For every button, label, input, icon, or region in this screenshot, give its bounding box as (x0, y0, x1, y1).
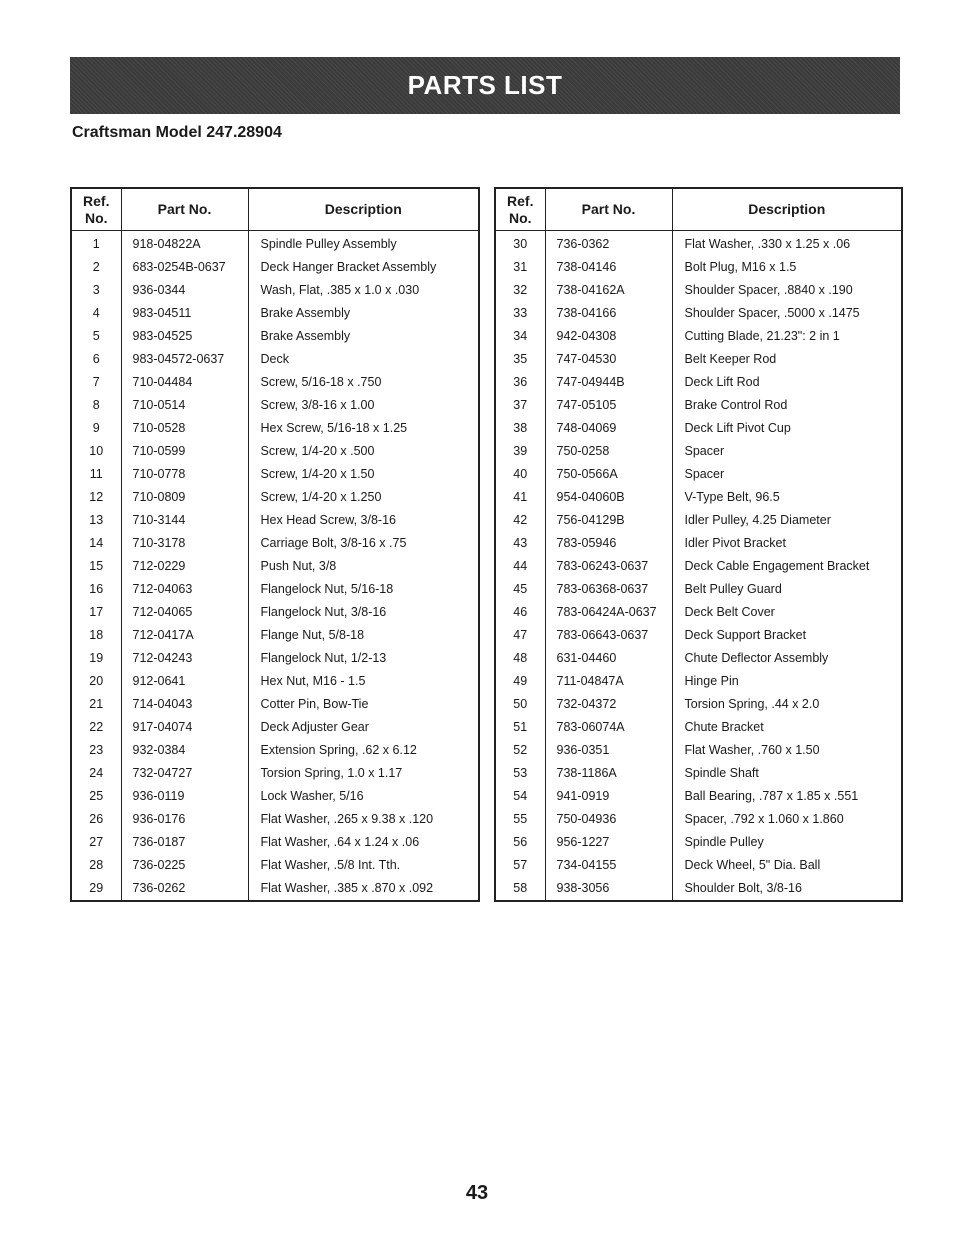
ref-cell: 57 (495, 854, 545, 877)
part-no-cell: 710-0599 (121, 440, 248, 463)
parts-table-left-body (71, 231, 479, 902)
ref-cell: 13 (71, 509, 121, 532)
ref-cell: 11 (71, 463, 121, 486)
table-row (71, 463, 479, 486)
description-cell: Extension Spring, .62 x 6.12 (260, 743, 417, 757)
ref-cell: 8 (71, 394, 121, 417)
table-row (495, 670, 902, 693)
page-number: 43 (465, 1182, 489, 1204)
ref-cell: 52 (495, 739, 545, 762)
ref-cell: 4 (71, 302, 121, 325)
table-row (71, 302, 479, 325)
table-row (71, 231, 479, 257)
table-row (71, 578, 479, 601)
ref-cell: 27 (71, 831, 121, 854)
ref-cell: 7 (71, 371, 121, 394)
ref-cell: 46 (495, 601, 545, 624)
description-cell: Flat Washer, .5/8 Int. Tth. (260, 858, 401, 872)
table-row (495, 762, 902, 785)
ref-cell: 24 (71, 762, 121, 785)
part-no-cell: 712-0229 (121, 555, 248, 578)
part-no-cell: 710-0528 (121, 417, 248, 440)
table-row (495, 463, 902, 486)
table-row (495, 325, 902, 348)
part-no-cell: 710-04484 (121, 371, 248, 394)
table-row (71, 417, 479, 440)
table-row (71, 279, 479, 302)
part-no-cell: 631-04460 (545, 647, 672, 670)
description-cell: Shoulder Spacer, .5000 x .1475 (684, 306, 860, 320)
table-row (71, 371, 479, 394)
ref-cell: 5 (71, 325, 121, 348)
part-no-cell: 732-04372 (545, 693, 672, 716)
ref-cell: 47 (495, 624, 545, 647)
ref-cell: 22 (71, 716, 121, 739)
part-no-cell: 918-04822A (121, 231, 248, 257)
ref-cell: 19 (71, 647, 121, 670)
part-no-cell: 983-04525 (121, 325, 248, 348)
table-header-row (495, 188, 902, 231)
ref-cell: 54 (495, 785, 545, 808)
ref-cell: 6 (71, 348, 121, 371)
part-no-cell: 942-04308 (545, 325, 672, 348)
ref-cell: 15 (71, 555, 121, 578)
table-row (495, 785, 902, 808)
ref-cell: 18 (71, 624, 121, 647)
ref-cell: 28 (71, 854, 121, 877)
ref-cell: 40 (495, 463, 545, 486)
table-row (495, 440, 902, 463)
ref-cell: 30 (495, 231, 545, 257)
description-cell: Spacer, .792 x 1.060 x 1.860 (684, 812, 844, 826)
part-no-cell: 710-0778 (121, 463, 248, 486)
part-no-cell: 783-06368-0637 (545, 578, 672, 601)
table-row (495, 394, 902, 417)
part-no-cell: 748-04069 (545, 417, 672, 440)
description-cell: Flat Washer, .385 x .870 x .092 (260, 881, 434, 895)
description-cell: Deck Wheel, 5" Dia. Ball (684, 858, 821, 872)
ref-cell: 10 (71, 440, 121, 463)
part-no-cell: 683-0254B-0637 (121, 256, 248, 279)
ref-cell: 39 (495, 440, 545, 463)
table-row (495, 647, 902, 670)
part-no-cell: 983-04511 (121, 302, 248, 325)
banner-title: PARTS LIST (407, 70, 563, 100)
ref-cell: 56 (495, 831, 545, 854)
part-no-cell: 747-05105 (545, 394, 672, 417)
title-banner (70, 57, 900, 114)
description-cell: Push Nut, 3/8 (260, 559, 337, 573)
table-row (71, 601, 479, 624)
description-cell: Deck Hanger Bracket Assembly (260, 260, 437, 274)
ref-cell: 42 (495, 509, 545, 532)
table-row (495, 739, 902, 762)
description-cell: Shoulder Bolt, 3/8-16 (684, 881, 802, 895)
part-no-cell: 747-04944B (545, 371, 672, 394)
ref-cell: 48 (495, 647, 545, 670)
description-cell: Screw, 3/8-16 x 1.00 (260, 398, 375, 412)
part-no-cell: 714-04043 (121, 693, 248, 716)
table-row (71, 348, 479, 371)
description-cell: Hinge Pin (684, 674, 739, 688)
table-row (71, 854, 479, 877)
part-no-cell: 783-05946 (545, 532, 672, 555)
description-cell: Flangelock Nut, 5/16-18 (260, 582, 394, 596)
description-cell: Idler Pulley, 4.25 Diameter (684, 513, 831, 527)
part-no-cell: 750-04936 (545, 808, 672, 831)
description-cell: Spindle Pulley Assembly (260, 237, 397, 251)
part-no-cell: 917-04074 (121, 716, 248, 739)
description-cell: Flange Nut, 5/8-18 (260, 628, 365, 642)
description-cell: Brake Assembly (260, 306, 351, 320)
description-cell: Spacer (684, 444, 725, 458)
part-no-cell: 750-0566A (545, 463, 672, 486)
ref-cell: 44 (495, 555, 545, 578)
ref-cell: 25 (71, 785, 121, 808)
table-row (71, 716, 479, 739)
part-no-cell: 932-0384 (121, 739, 248, 762)
description-cell: Deck Belt Cover (684, 605, 775, 619)
description-cell: Hex Head Screw, 3/8-16 (260, 513, 396, 527)
table-row (495, 371, 902, 394)
description-cell: Deck Lift Pivot Cup (684, 421, 791, 435)
part-no-cell: 736-0362 (545, 231, 672, 257)
ref-cell: 14 (71, 532, 121, 555)
description-cell: Brake Assembly (260, 329, 351, 343)
description-cell: Flangelock Nut, 3/8-16 (260, 605, 387, 619)
table-row (495, 624, 902, 647)
part-no-cell: 750-0258 (545, 440, 672, 463)
ref-cell: 36 (495, 371, 545, 394)
part-no-cell: 936-0176 (121, 808, 248, 831)
part-no-cell: 738-04146 (545, 256, 672, 279)
table-row (71, 877, 479, 901)
part-no-cell: 783-06074A (545, 716, 672, 739)
description-cell: Lock Washer, 5/16 (260, 789, 364, 803)
table-row (71, 325, 479, 348)
ref-cell: 21 (71, 693, 121, 716)
parts-table-left (70, 187, 480, 902)
part-no-cell: 941-0919 (545, 785, 672, 808)
description-cell: Cutting Blade, 21.23": 2 in 1 (684, 329, 840, 343)
description-cell: V-Type Belt, 96.5 (684, 490, 780, 504)
description-cell: Torsion Spring, .44 x 2.0 (684, 697, 820, 711)
description-cell: Idler Pivot Bracket (684, 536, 786, 550)
table-row (71, 532, 479, 555)
part-no-cell: 712-04065 (121, 601, 248, 624)
ref-cell: 37 (495, 394, 545, 417)
description-cell: Deck Adjuster Gear (260, 720, 369, 734)
table-row (71, 486, 479, 509)
part-no-cell: 734-04155 (545, 854, 672, 877)
description-cell: Flat Washer, .265 x 9.38 x .120 (260, 812, 434, 826)
ref-cell: 12 (71, 486, 121, 509)
part-no-cell: 938-3056 (545, 877, 672, 901)
header-part-no: Part No. (545, 188, 672, 231)
description-cell: Belt Keeper Rod (684, 352, 777, 366)
table-row (495, 302, 902, 325)
description-cell: Belt Pulley Guard (684, 582, 782, 596)
table-row (495, 831, 902, 854)
table-row (495, 231, 902, 257)
description-cell: Brake Control Rod (684, 398, 788, 412)
table-row (495, 509, 902, 532)
part-no-cell: 783-06243-0637 (545, 555, 672, 578)
description-cell: Carriage Bolt, 3/8-16 x .75 (260, 536, 407, 550)
part-no-cell: 936-0119 (121, 785, 248, 808)
table-row (71, 509, 479, 532)
table-row (495, 486, 902, 509)
table-row (71, 670, 479, 693)
description-cell: Cotter Pin, Bow-Tie (260, 697, 369, 711)
table-row (71, 440, 479, 463)
description-cell: Torsion Spring, 1.0 x 1.17 (260, 766, 403, 780)
ref-cell: 45 (495, 578, 545, 601)
table-row (495, 417, 902, 440)
table-row (71, 785, 479, 808)
ref-cell: 31 (495, 256, 545, 279)
ref-cell: 20 (71, 670, 121, 693)
header-ref: Ref. No. (495, 188, 545, 231)
part-no-cell: 756-04129B (545, 509, 672, 532)
part-no-cell: 710-3144 (121, 509, 248, 532)
part-no-cell: 712-04243 (121, 647, 248, 670)
table-row (495, 601, 902, 624)
ref-cell: 26 (71, 808, 121, 831)
part-no-cell: 936-0351 (545, 739, 672, 762)
table-row (495, 256, 902, 279)
part-no-cell: 738-1186A (545, 762, 672, 785)
part-no-cell: 936-0344 (121, 279, 248, 302)
table-row (71, 808, 479, 831)
table-row (495, 279, 902, 302)
part-no-cell: 712-0417A (121, 624, 248, 647)
description-cell: Spacer (684, 467, 725, 481)
ref-cell: 51 (495, 716, 545, 739)
part-no-cell: 712-04063 (121, 578, 248, 601)
table-row (495, 532, 902, 555)
ref-cell: 17 (71, 601, 121, 624)
description-cell: Deck Lift Rod (684, 375, 760, 389)
table-header-row (71, 188, 479, 231)
ref-cell: 23 (71, 739, 121, 762)
description-cell: Hex Screw, 5/16-18 x 1.25 (260, 421, 408, 435)
part-no-cell: 956-1227 (545, 831, 672, 854)
ref-cell: 53 (495, 762, 545, 785)
ref-cell: 32 (495, 279, 545, 302)
part-no-cell: 710-0514 (121, 394, 248, 417)
part-no-cell: 783-06643-0637 (545, 624, 672, 647)
ref-cell: 1 (71, 231, 121, 257)
model-title: Craftsman Model 247.28904 (72, 124, 282, 141)
table-row (495, 877, 902, 901)
table-row (71, 693, 479, 716)
ref-cell: 16 (71, 578, 121, 601)
description-cell: Bolt Plug, M16 x 1.5 (684, 260, 797, 274)
description-cell: Spindle Shaft (684, 766, 759, 780)
table-row (71, 394, 479, 417)
ref-cell: 3 (71, 279, 121, 302)
parts-table-right (494, 187, 903, 902)
table-row (495, 716, 902, 739)
description-cell: Screw, 1/4-20 x .500 (260, 444, 375, 458)
table-row (71, 624, 479, 647)
description-cell: Shoulder Spacer, .8840 x .190 (684, 283, 853, 297)
description-cell: Chute Deflector Assembly (684, 651, 829, 665)
description-cell: Screw, 1/4-20 x 1.50 (260, 467, 375, 481)
table-row (71, 256, 479, 279)
table-row (71, 831, 479, 854)
ref-cell: 29 (71, 877, 121, 901)
part-no-cell: 711-04847A (545, 670, 672, 693)
table-row (71, 555, 479, 578)
ref-cell: 55 (495, 808, 545, 831)
description-cell: Chute Bracket (684, 720, 764, 734)
ref-cell: 2 (71, 256, 121, 279)
description-cell: Screw, 1/4-20 x 1.250 (260, 490, 382, 504)
ref-cell: 35 (495, 348, 545, 371)
part-no-cell: 736-0187 (121, 831, 248, 854)
part-no-cell: 736-0225 (121, 854, 248, 877)
description-cell: Deck Cable Engagement Bracket (684, 559, 870, 573)
ref-cell: 9 (71, 417, 121, 440)
table-row (495, 693, 902, 716)
part-no-cell: 747-04530 (545, 348, 672, 371)
part-no-cell: 738-04162A (545, 279, 672, 302)
part-no-cell: 710-3178 (121, 532, 248, 555)
description-cell: Deck (260, 352, 289, 366)
ref-cell: 33 (495, 302, 545, 325)
part-no-cell: 983-04572-0637 (121, 348, 248, 371)
header-ref: Ref. No. (71, 188, 121, 231)
ref-cell: 38 (495, 417, 545, 440)
description-cell: Flat Washer, .760 x 1.50 (684, 743, 820, 757)
parts-table-right-body (495, 231, 902, 902)
table-row (71, 762, 479, 785)
description-cell: Flangelock Nut, 1/2-13 (260, 651, 387, 665)
part-no-cell: 736-0262 (121, 877, 248, 901)
table-row (495, 808, 902, 831)
header-description: Description (672, 188, 902, 231)
description-cell: Flat Washer, .330 x 1.25 x .06 (684, 237, 851, 251)
ref-cell: 50 (495, 693, 545, 716)
part-no-cell: 783-06424A-0637 (545, 601, 672, 624)
description-cell: Screw, 5/16-18 x .750 (260, 375, 382, 389)
ref-cell: 58 (495, 877, 545, 901)
table-row (495, 348, 902, 371)
ref-cell: 49 (495, 670, 545, 693)
ref-cell: 34 (495, 325, 545, 348)
description-cell: Flat Washer, .64 x 1.24 x .06 (260, 835, 420, 849)
part-no-cell: 732-04727 (121, 762, 248, 785)
part-no-cell: 710-0809 (121, 486, 248, 509)
part-no-cell: 912-0641 (121, 670, 248, 693)
header-part-no: Part No. (121, 188, 248, 231)
description-cell: Hex Nut, M16 - 1.5 (260, 674, 366, 688)
table-row (71, 647, 479, 670)
description-cell: Wash, Flat, .385 x 1.0 x .030 (260, 283, 420, 297)
header-description: Description (248, 188, 479, 231)
ref-cell: 43 (495, 532, 545, 555)
table-row (495, 854, 902, 877)
part-no-cell: 738-04166 (545, 302, 672, 325)
description-cell: Spindle Pulley (684, 835, 764, 849)
table-row (71, 739, 479, 762)
description-cell: Deck Support Bracket (684, 628, 807, 642)
table-row (495, 578, 902, 601)
part-no-cell: 954-04060B (545, 486, 672, 509)
description-cell: Ball Bearing, .787 x 1.85 x .551 (684, 789, 859, 803)
table-row (495, 555, 902, 578)
ref-cell: 41 (495, 486, 545, 509)
